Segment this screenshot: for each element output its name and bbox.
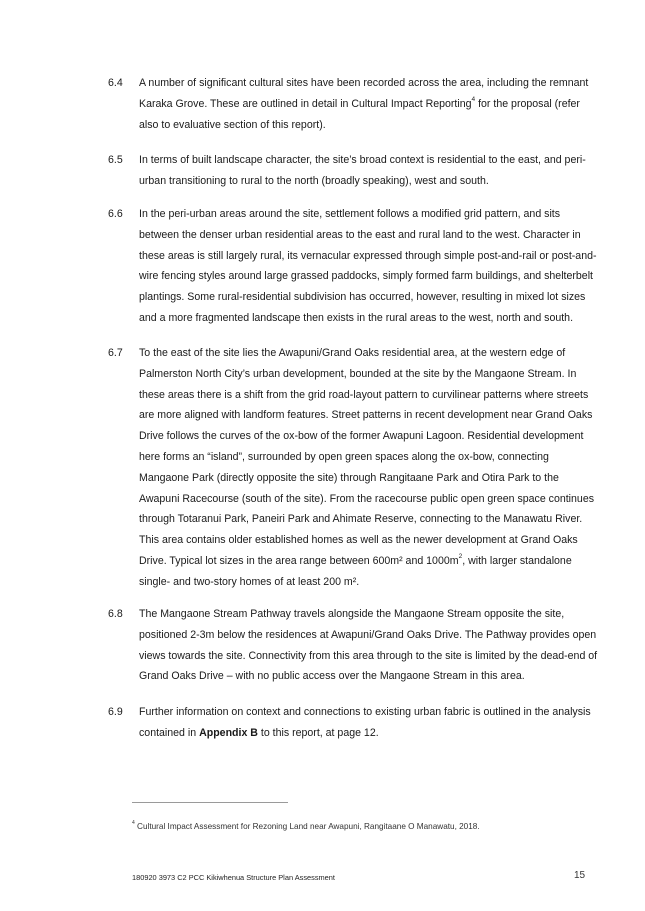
footnote-divider [132,802,288,803]
paragraph-text: To the east of the site lies the Awapuni/Grand Oaks residential area, at the western edge of Palmerston North City’s urban development, bounded at the site by the Mangaone Stream. In these areas there is a shift from the grid road-layout pattern to curvilinear patterns where streets are more aligned with landform features. Street patterns in recent development near Grand Oaks Drive follows the curves of the ox-bow of the former Awapuni Lagoon. Residential development here forms an “island”, surrounded by open green spaces along the ox-bow, connecting Mangaone Park (directly opposite the site) through Rangitaane Park and Otira Park to the Awapuni Racecourse (south of the site). From the racecourse public open green space continues through Totaranui Park, Paneiri Park and Ahimate Reserve, connecting to the Manawatu River. This area contains older established homes as well as the newer development at Grand Oaks Drive. Typical lot sizes in the area range between 600m² and $1000m^2$, with larger standalone single- and two-story homes of at least 200 m². [139,347,595,588]
paragraph-text: In terms of built landscape character, the site’s broad context is residential to the east, and peri-urban transitioning to rural to the north (broadly speaking), west and south. [139,154,586,187]
paragraph-6-7 [108,343,600,593]
paragraph-number: 6.5 [108,154,123,166]
paragraph-6-8 [108,604,600,687]
paragraph-6-4 [108,73,600,135]
paragraph-text: The Mangaone Stream Pathway travels alongside the Mangaone Stream opposite the site, positioned 2-3m below the residences at Awapuni/Grand Oaks Drive. The Pathway provides open views towards the site. Connectivity from this area through to the site is limited by the dead-end of Grand Oaks Drive – with no public access over the Mangaone Stream in this area. [139,608,598,683]
footnote-text: Cultural Impact Assessment for Rezoning Land near Awapuni, Rangitaane O Manawatu, 2018. [134,822,480,831]
footer-document-ref: 180920 3973 C2 PCC Kikiwhenua Structure Plan Assessment [132,873,335,882]
footnote-reference[interactable]: 4 [471,96,476,104]
paragraph-text: Further information on context and connections to existing urban fabric is outlined in the analysis contained in Appendix B to this report, at page 12. [139,706,591,739]
paragraph-text: A number of significant cultural sites have been recorded across the area, including the remnant Karaka Grove. These are outlined in detail in Cultural Impact Reporting$^4$ for the proposal (refer also to evaluative section of this report). [139,77,589,131]
paragraph-6-5 [108,150,600,192]
appendix-reference: Appendix B [199,726,258,739]
paragraph-text: In the peri-urban areas around the site, settlement follows a modified grid pattern, and sits between the denser urban residential areas to the east and rural land to the west. Character in these areas is still largely rural, its vernacular expressed through simple post-and-rail or post-and-wire fencing styles around large grassed paddocks, simply formed farm buildings, and shelterbelt plantings. Some rural-residential subdivision has occurred, however, resulting in mixed lot sizes and a more fragmented landscape then exists in the rural areas to the west, north and south. [139,208,597,324]
page-number: 15 [574,870,586,881]
footnote-marker: 4 [132,820,135,827]
paragraph-number: 6.8 [108,608,123,620]
paragraph-number: 6.7 [108,347,123,359]
paragraph-number: 6.9 [108,706,123,718]
paragraph-number: 6.4 [108,77,123,89]
paragraph-6-9 [108,702,600,744]
paragraph-6-6 [108,204,600,329]
footnote [132,822,480,831]
paragraph-number: 6.6 [108,208,123,220]
